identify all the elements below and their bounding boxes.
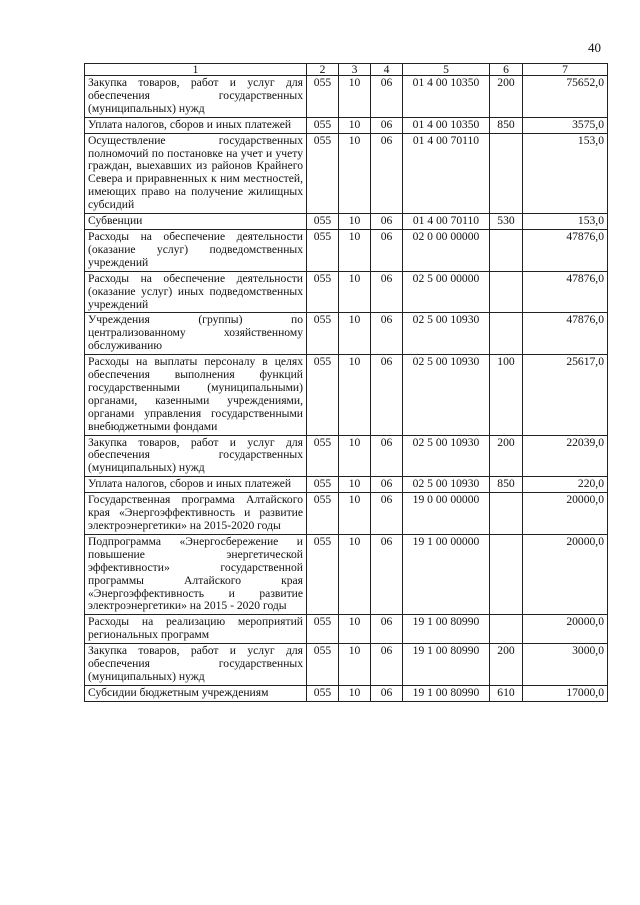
expense-name: Субсидии бюджетным учреждениям bbox=[85, 685, 307, 701]
section-code: 10 bbox=[339, 615, 371, 644]
target-article-code: 02 5 00 10930 bbox=[403, 355, 490, 435]
ministry-code: 055 bbox=[307, 313, 339, 355]
subsection-code: 06 bbox=[371, 117, 403, 133]
target-article-code: 19 1 00 80990 bbox=[403, 615, 490, 644]
ministry-code: 055 bbox=[307, 493, 339, 535]
section-code: 10 bbox=[339, 534, 371, 614]
expense-type-code bbox=[490, 313, 523, 355]
target-article-code: 02 0 00 00000 bbox=[403, 229, 490, 271]
section-code: 10 bbox=[339, 313, 371, 355]
expense-name: Закупка товаров, работ и услуг для обеспечения государственных (муниципальных) нужд bbox=[85, 644, 307, 686]
table-row bbox=[85, 615, 608, 644]
section-code: 10 bbox=[339, 477, 371, 493]
expense-type-code: 610 bbox=[490, 685, 523, 701]
expense-name: Уплата налогов, сборов и иных платежей bbox=[85, 477, 307, 493]
target-article-code: 01 4 00 70110 bbox=[403, 214, 490, 230]
target-article-code: 19 1 00 80990 bbox=[403, 685, 490, 701]
expense-name: Подпрограмма «Энергосбережение и повышение энергетической эффективности» государственной программы Алтайского края «Энергоэффективность и развитие электроэнергетики» на 2015 - 2020 годы bbox=[85, 534, 307, 614]
subsection-code: 06 bbox=[371, 615, 403, 644]
amount: 20000,0 bbox=[523, 493, 608, 535]
expense-name: Учреждения (группы) по централизованному хозяйственному обслуживанию bbox=[85, 313, 307, 355]
expense-type-code bbox=[490, 493, 523, 535]
amount: 17000,0 bbox=[523, 685, 608, 701]
expense-name: Расходы на обеспечение деятельности (оказание услуг) иных подведомственных учреждений bbox=[85, 271, 307, 313]
subsection-code: 06 bbox=[371, 355, 403, 435]
table-row bbox=[85, 214, 608, 230]
section-code: 10 bbox=[339, 644, 371, 686]
amount: 47876,0 bbox=[523, 313, 608, 355]
table-row bbox=[85, 493, 608, 535]
budget-table bbox=[84, 63, 608, 702]
expense-name: Субвенции bbox=[85, 214, 307, 230]
amount: 3575,0 bbox=[523, 117, 608, 133]
amount: 47876,0 bbox=[523, 229, 608, 271]
amount: 3000,0 bbox=[523, 644, 608, 686]
table-row bbox=[85, 271, 608, 313]
expense-name: Расходы на выплаты персоналу в целях обеспечения выполнения функций государственными (муниципальными) органами, казенными учреждениями, органами управления государственными внебюджетными фондами bbox=[85, 355, 307, 435]
subsection-code: 06 bbox=[371, 477, 403, 493]
subsection-code: 06 bbox=[371, 534, 403, 614]
section-code: 10 bbox=[339, 271, 371, 313]
subsection-code: 06 bbox=[371, 133, 403, 213]
page-number: 40 bbox=[588, 40, 601, 55]
amount: 20000,0 bbox=[523, 534, 608, 614]
amount: 22039,0 bbox=[523, 435, 608, 477]
expense-name: Закупка товаров, работ и услуг для обеспечения государственных (муниципальных) нужд bbox=[85, 435, 307, 477]
section-code: 10 bbox=[339, 117, 371, 133]
ministry-code: 055 bbox=[307, 271, 339, 313]
section-code: 10 bbox=[339, 685, 371, 701]
target-article-code: 02 5 00 10930 bbox=[403, 477, 490, 493]
ministry-code: 055 bbox=[307, 644, 339, 686]
section-code: 10 bbox=[339, 435, 371, 477]
section-code: 10 bbox=[339, 76, 371, 118]
table-row bbox=[85, 534, 608, 614]
subsection-code: 06 bbox=[371, 214, 403, 230]
target-article-code: 19 0 00 00000 bbox=[403, 493, 490, 535]
expense-type-code: 100 bbox=[490, 355, 523, 435]
expense-name: Расходы на обеспечение деятельности (оказание услуг) подведомственных учреждений bbox=[85, 229, 307, 271]
table-row bbox=[85, 435, 608, 477]
target-article-code: 01 4 00 10350 bbox=[403, 117, 490, 133]
target-article-code: 01 4 00 10350 bbox=[403, 76, 490, 118]
table-row bbox=[85, 685, 608, 701]
subsection-code: 06 bbox=[371, 229, 403, 271]
expense-type-code: 200 bbox=[490, 76, 523, 118]
table-row bbox=[85, 313, 608, 355]
subsection-code: 06 bbox=[371, 313, 403, 355]
header-col-6: 6 bbox=[490, 64, 523, 76]
section-code: 10 bbox=[339, 214, 371, 230]
amount: 47876,0 bbox=[523, 271, 608, 313]
ministry-code: 055 bbox=[307, 534, 339, 614]
table-row bbox=[85, 477, 608, 493]
target-article-code: 01 4 00 70110 bbox=[403, 133, 490, 213]
expense-type-code bbox=[490, 133, 523, 213]
target-article-code: 19 1 00 80990 bbox=[403, 644, 490, 686]
header-col-1: 1 bbox=[85, 64, 307, 76]
section-code: 10 bbox=[339, 133, 371, 213]
subsection-code: 06 bbox=[371, 76, 403, 118]
header-col-5: 5 bbox=[403, 64, 490, 76]
ministry-code: 055 bbox=[307, 133, 339, 213]
section-code: 10 bbox=[339, 493, 371, 535]
section-code: 10 bbox=[339, 355, 371, 435]
amount: 220,0 bbox=[523, 477, 608, 493]
target-article-code: 02 5 00 00000 bbox=[403, 271, 490, 313]
expense-type-code bbox=[490, 229, 523, 271]
expense-name: Расходы на реализацию мероприятий региональных программ bbox=[85, 615, 307, 644]
table-row bbox=[85, 229, 608, 271]
expense-type-code: 850 bbox=[490, 117, 523, 133]
ministry-code: 055 bbox=[307, 229, 339, 271]
header-col-2: 2 bbox=[307, 64, 339, 76]
ministry-code: 055 bbox=[307, 117, 339, 133]
expense-type-code bbox=[490, 615, 523, 644]
expense-type-code: 200 bbox=[490, 435, 523, 477]
ministry-code: 055 bbox=[307, 477, 339, 493]
target-article-code: 02 5 00 10930 bbox=[403, 313, 490, 355]
ministry-code: 055 bbox=[307, 76, 339, 118]
header-row bbox=[85, 64, 608, 76]
expense-type-code bbox=[490, 271, 523, 313]
table-row bbox=[85, 76, 608, 118]
header-col-3: 3 bbox=[339, 64, 371, 76]
table-row bbox=[85, 644, 608, 686]
ministry-code: 055 bbox=[307, 214, 339, 230]
subsection-code: 06 bbox=[371, 493, 403, 535]
expense-name: Осуществление государственных полномочий по постановке на учет и учету граждан, выехавших из районов Крайнего Севера и приравненных к ним местностей, имеющих право на получение жилищных субсидий bbox=[85, 133, 307, 213]
expense-type-code bbox=[490, 534, 523, 614]
table-row bbox=[85, 117, 608, 133]
expense-type-code: 850 bbox=[490, 477, 523, 493]
subsection-code: 06 bbox=[371, 435, 403, 477]
ministry-code: 055 bbox=[307, 355, 339, 435]
section-code: 10 bbox=[339, 229, 371, 271]
table-row bbox=[85, 133, 608, 213]
target-article-code: 02 5 00 10930 bbox=[403, 435, 490, 477]
ministry-code: 055 bbox=[307, 615, 339, 644]
expense-name: Государственная программа Алтайского края «Энергоэффективность и развитие электроэнергетики» на 2015-2020 годы bbox=[85, 493, 307, 535]
ministry-code: 055 bbox=[307, 435, 339, 477]
expense-type-code: 530 bbox=[490, 214, 523, 230]
table-row bbox=[85, 355, 608, 435]
amount: 153,0 bbox=[523, 133, 608, 213]
expense-name: Закупка товаров, работ и услуг для обеспечения государственных (муниципальных) нужд bbox=[85, 76, 307, 118]
header-col-7: 7 bbox=[523, 64, 608, 76]
subsection-code: 06 bbox=[371, 644, 403, 686]
subsection-code: 06 bbox=[371, 271, 403, 313]
amount: 25617,0 bbox=[523, 355, 608, 435]
amount: 20000,0 bbox=[523, 615, 608, 644]
target-article-code: 19 1 00 00000 bbox=[403, 534, 490, 614]
expense-name: Уплата налогов, сборов и иных платежей bbox=[85, 117, 307, 133]
ministry-code: 055 bbox=[307, 685, 339, 701]
subsection-code: 06 bbox=[371, 685, 403, 701]
amount: 75652,0 bbox=[523, 76, 608, 118]
expense-type-code: 200 bbox=[490, 644, 523, 686]
header-col-4: 4 bbox=[371, 64, 403, 76]
amount: 153,0 bbox=[523, 214, 608, 230]
